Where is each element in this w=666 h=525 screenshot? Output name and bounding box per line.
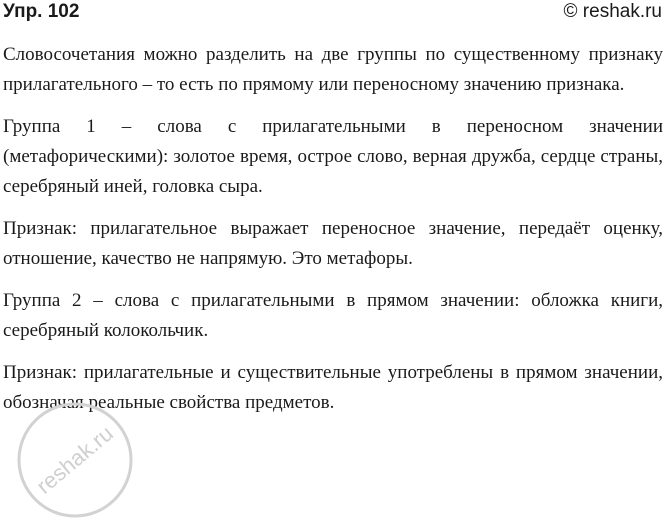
answer-text — [3, 40, 663, 430]
paragraph-group-2-feature: Признак: прилагательные и существительные употреблены в прямом значении, обозначая реальные свойства предметов. — [3, 362, 663, 413]
watermark-text: reshak.ru — [31, 420, 118, 499]
paragraph-intro: Словосочетания можно разделить на две группы по существенному признаку прилагательного – то есть по прямому или переносному значению признака. — [3, 44, 663, 95]
paragraph-group-1-feature: Признак: прилагательное выражает переносное значение, передаёт оценку, отношение, качество не напрямую. Это метафоры. — [3, 218, 663, 269]
paragraph-group-2: Группа 2 – слова с прилагательными в прямом значении: обложка книги, серебряный колокольчик. — [3, 290, 663, 341]
paragraph-group-1: Группа 1 – слова с прилагательными в переносном значении (метафорическими): золотое время, острое слово, верная дружба, сердце страны, серебряный иней, головка сыра. — [3, 116, 663, 197]
exercise-title: Упр. 102 — [3, 1, 80, 22]
copyright-notice: © reshak.ru — [563, 1, 662, 22]
page-header — [0, 0, 666, 30]
